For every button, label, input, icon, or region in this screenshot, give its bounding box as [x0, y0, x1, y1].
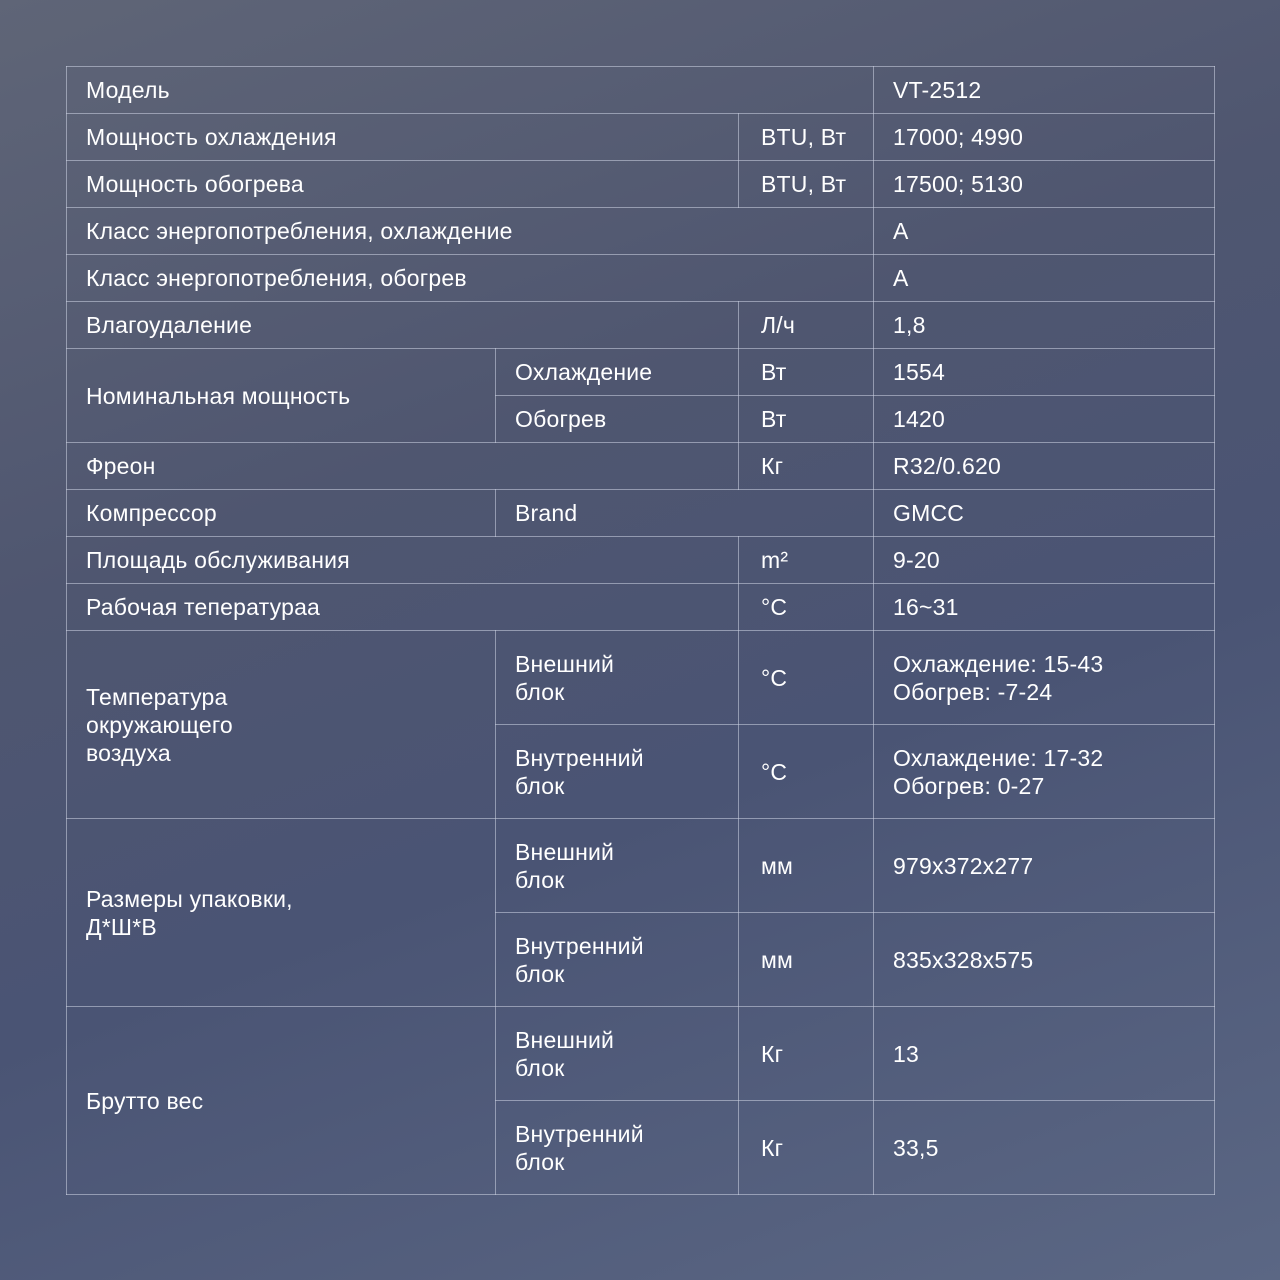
operating-temp-value: 16~31	[874, 584, 1215, 631]
cooling-power-value: 17000; 4990	[874, 114, 1215, 161]
operating-temp-label: Рабочая теператураа	[67, 584, 739, 631]
row-ambient-temp-outdoor	[67, 631, 1215, 725]
rated-power-heating-value: 1420	[874, 396, 1215, 443]
rated-power-cooling-sub: Охлаждение	[496, 349, 739, 396]
energy-class-heating-value: A	[874, 255, 1215, 302]
model-value: VT-2512	[874, 67, 1215, 114]
freon-label: Фреон	[67, 443, 739, 490]
dehumidification-unit: Л/ч	[739, 302, 874, 349]
dehumidification-label: Влагоудаление	[67, 302, 739, 349]
row-package-size-outdoor	[67, 819, 1215, 913]
freon-value: R32/0.620	[874, 443, 1215, 490]
cooling-power-label: Мощность охлаждения	[67, 114, 739, 161]
row-service-area	[67, 537, 1215, 584]
rated-power-cooling-unit: Вт	[739, 349, 874, 396]
gross-weight-outdoor-value: 13	[874, 1007, 1215, 1101]
gross-weight-outdoor-unit: Кг	[739, 1007, 874, 1101]
energy-class-cooling-value: A	[874, 208, 1215, 255]
gross-weight-label: Брутто вес	[67, 1007, 496, 1195]
row-model	[67, 67, 1215, 114]
row-rated-power-cooling	[67, 349, 1215, 396]
row-cooling-power	[67, 114, 1215, 161]
heating-power-unit: BTU, Вт	[739, 161, 874, 208]
row-gross-weight-outdoor	[67, 1007, 1215, 1101]
operating-temp-unit: °C	[739, 584, 874, 631]
gross-weight-indoor-value: 33,5	[874, 1101, 1215, 1195]
package-size-outdoor-unit: мм	[739, 819, 874, 913]
package-size-indoor-unit: мм	[739, 913, 874, 1007]
ambient-temp-indoor-unit: °C	[739, 725, 874, 819]
specifications-table	[66, 66, 1215, 1195]
heating-power-label: Мощность обогрева	[67, 161, 739, 208]
service-area-unit: m²	[739, 537, 874, 584]
ambient-temp-indoor-sub: Внутренний блок	[496, 725, 739, 819]
service-area-label: Площадь обслуживания	[67, 537, 739, 584]
rated-power-label: Номинальная мощность	[67, 349, 496, 443]
row-operating-temp	[67, 584, 1215, 631]
row-compressor	[67, 490, 1215, 537]
gross-weight-outdoor-sub: Внешний блок	[496, 1007, 739, 1101]
rated-power-heating-unit: Вт	[739, 396, 874, 443]
ambient-temp-label: Температура окружающего воздуха	[67, 631, 496, 819]
freon-unit: Кг	[739, 443, 874, 490]
gross-weight-indoor-sub: Внутренний блок	[496, 1101, 739, 1195]
gross-weight-indoor-unit: Кг	[739, 1101, 874, 1195]
package-size-indoor-sub: Внутренний блок	[496, 913, 739, 1007]
row-freon	[67, 443, 1215, 490]
package-size-label: Размеры упаковки, Д*Ш*В	[67, 819, 496, 1007]
ambient-temp-outdoor-value: Охлаждение: 15-43 Обогрев: -7-24	[874, 631, 1215, 725]
row-energy-class-cooling	[67, 208, 1215, 255]
compressor-sub: Brand	[496, 490, 874, 537]
heating-power-value: 17500; 5130	[874, 161, 1215, 208]
row-heating-power	[67, 161, 1215, 208]
rated-power-cooling-value: 1554	[874, 349, 1215, 396]
ambient-temp-outdoor-unit: °C	[739, 631, 874, 725]
package-size-outdoor-value: 979x372x277	[874, 819, 1215, 913]
compressor-value: GMCC	[874, 490, 1215, 537]
row-energy-class-heating	[67, 255, 1215, 302]
cooling-power-unit: BTU, Вт	[739, 114, 874, 161]
service-area-value: 9-20	[874, 537, 1215, 584]
model-label: Модель	[67, 67, 874, 114]
row-dehumidification	[67, 302, 1215, 349]
energy-class-heating-label: Класс энергопотребления, обогрев	[67, 255, 874, 302]
energy-class-cooling-label: Класс энергопотребления, охлаждение	[67, 208, 874, 255]
ambient-temp-outdoor-sub: Внешний блок	[496, 631, 739, 725]
rated-power-heating-sub: Обогрев	[496, 396, 739, 443]
ambient-temp-indoor-value: Охлаждение: 17-32 Обогрев: 0-27	[874, 725, 1215, 819]
dehumidification-value: 1,8	[874, 302, 1215, 349]
package-size-outdoor-sub: Внешний блок	[496, 819, 739, 913]
compressor-label: Компрессор	[67, 490, 496, 537]
package-size-indoor-value: 835x328x575	[874, 913, 1215, 1007]
